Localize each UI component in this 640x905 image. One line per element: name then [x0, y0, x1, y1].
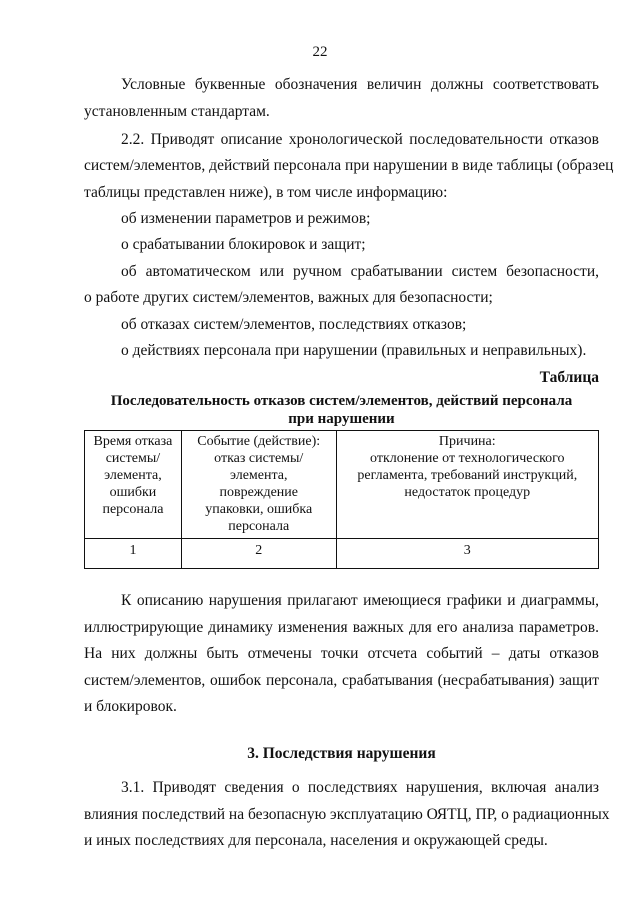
list-item-1: об изменении параметров и режимов;: [121, 210, 371, 227]
para3-line3: На них должны быть отмечены точки отсчета событий – даты отказов: [84, 645, 599, 662]
table-number-row: [85, 539, 599, 569]
para1-line2: установленным стандартам.: [84, 103, 270, 120]
para4-line2: влияния последствий на безопасную эксплуатацию ОЯТЦ, ПР, о радиационных: [84, 806, 610, 823]
para1-line1: Условные буквенные обозначения величин должны соответствовать: [121, 76, 599, 93]
table-col-number-2: 2: [181, 539, 336, 569]
para2-line3: таблицы представлен ниже), в том числе информацию:: [84, 184, 448, 201]
para3-line1: К описанию нарушения прилагают имеющиеся графики и диаграммы,: [121, 592, 599, 609]
page-number: 22: [312, 44, 328, 60]
table-col-number-1: 1: [85, 539, 182, 569]
table-title-line1: Последовательность отказов систем/элементов, действий персонала: [110, 393, 573, 409]
list-item-5: о действиях персонала при нарушении (правильных и неправильных).: [121, 342, 587, 359]
events-table: [84, 430, 599, 569]
table-header-event: Событие (действие): отказ системы/ элемента, повреждение упаковки, ошибка персонала: [181, 431, 336, 539]
table-header-time: Время отказа системы/ элемента, ошибки персонала: [85, 431, 182, 539]
para4-line1: 3.1. Приводят сведения о последствиях нарушения, включая анализ: [121, 779, 599, 796]
table-col-number-3: 3: [336, 539, 598, 569]
para3-line2: иллюстрирующие динамику изменения важных для его анализа параметров.: [84, 619, 599, 636]
para3-line4: систем/элементов, ошибок персонала, срабатывания (несрабатывания) защит: [84, 672, 599, 689]
para3-line5: и блокировок.: [84, 698, 177, 715]
para2-line2: систем/элементов, действий персонала при нарушении в виде таблицы (образец: [84, 157, 614, 174]
list-item-4: об отказах систем/элементов, последствиях отказов;: [121, 316, 467, 333]
para4-line3: и иных последствиях для персонала, населения и окружающей среды.: [84, 832, 548, 849]
list-item-3-line2: о работе других систем/элементов, важных для безопасности;: [84, 289, 493, 306]
para2-line1: 2.2. Приводят описание хронологической последовательности отказов: [121, 131, 599, 148]
list-item-2: о срабатывании блокировок и защит;: [121, 236, 366, 253]
table-label: Таблица: [539, 369, 599, 386]
table-header-cause: Причина: отклонение от технологического регламента, требований инструкций, недостаток процедур: [336, 431, 598, 539]
table-header-row: [85, 431, 599, 539]
list-item-3-line1: об автоматическом или ручном срабатывании систем безопасности,: [121, 263, 599, 280]
table-title-line2: при нарушении: [288, 411, 395, 427]
section-3-heading: 3. Последствия нарушения: [247, 745, 436, 762]
